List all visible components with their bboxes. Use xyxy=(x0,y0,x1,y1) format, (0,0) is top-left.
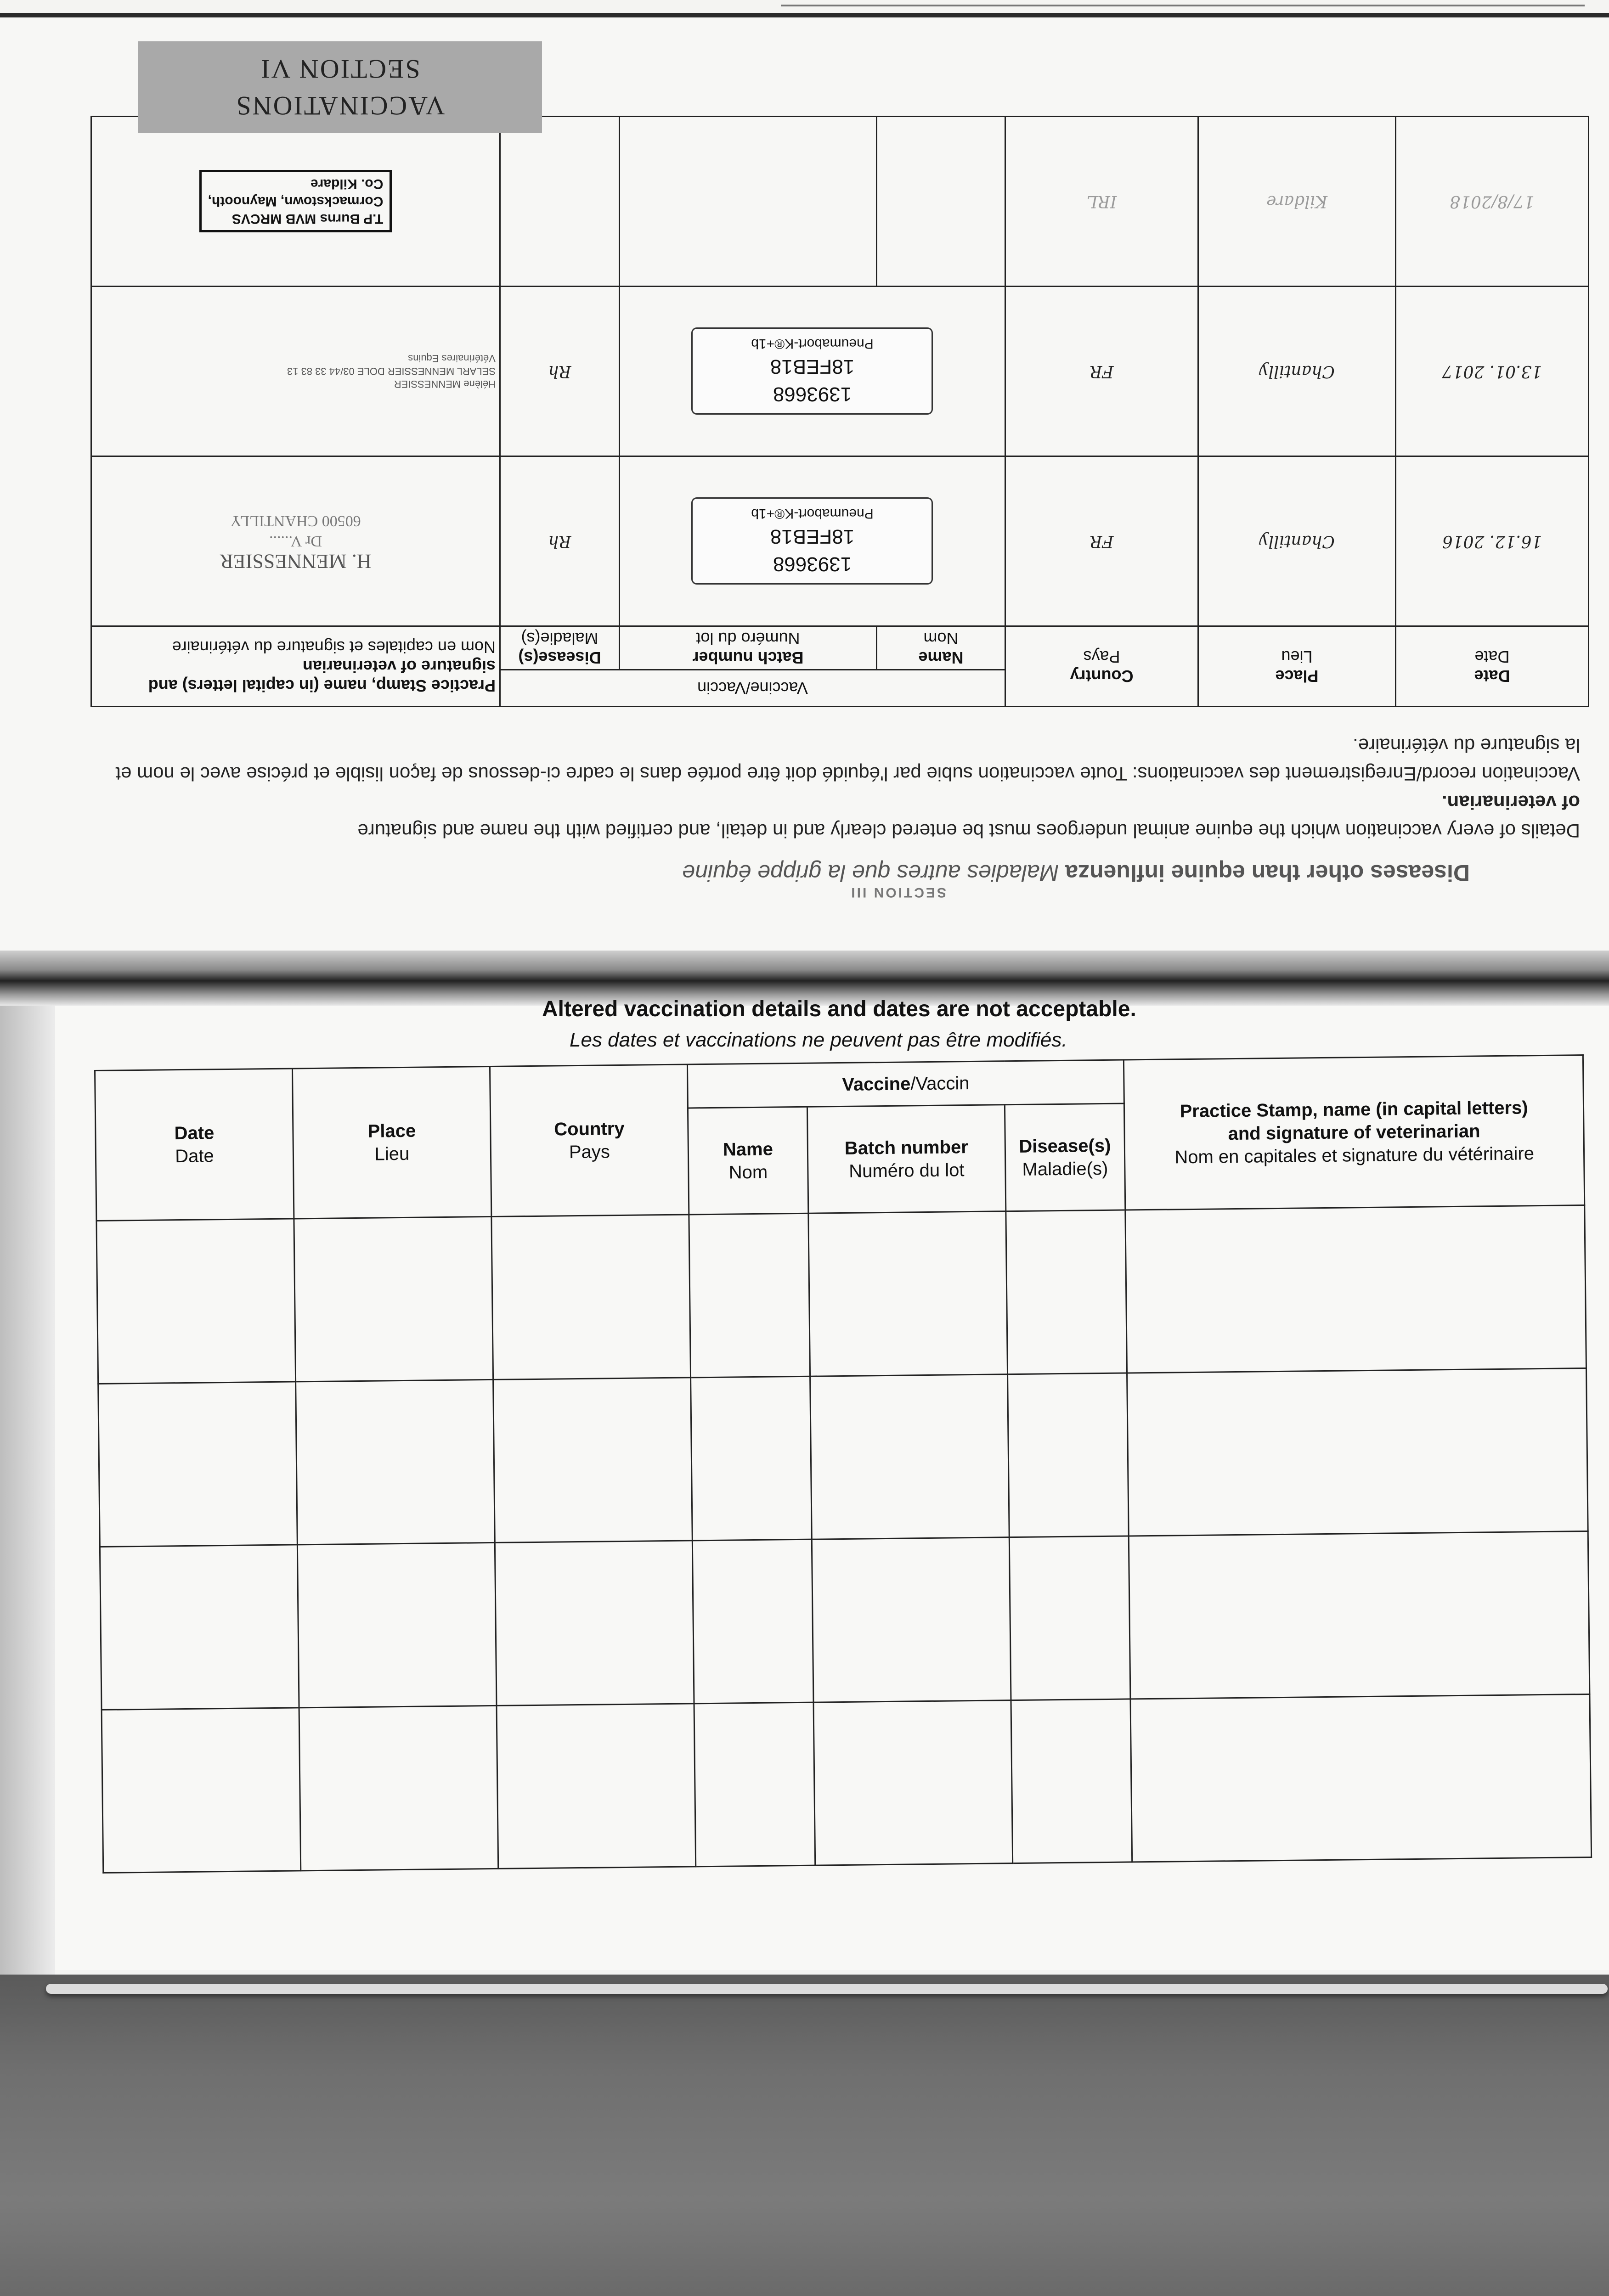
row-place: Chantilly xyxy=(1198,456,1396,626)
row-diseases: Rh xyxy=(500,456,619,626)
row-place xyxy=(297,1542,497,1707)
row-place: Chantilly xyxy=(1198,287,1396,456)
row-place xyxy=(294,1216,493,1381)
col-batch: Batch number Numéro du lot xyxy=(807,1105,1005,1213)
row-diseases xyxy=(1006,1210,1127,1374)
table-row xyxy=(102,1694,1592,1873)
table-row xyxy=(91,456,1588,626)
row-diseases: Rh xyxy=(500,287,619,456)
vet-stamp-cell xyxy=(91,456,500,626)
section-title: VACCINATIONS xyxy=(235,91,445,121)
vet-stamp: H. MENNESSIER Dr V...... 60500 CHANTILLY xyxy=(220,512,372,573)
vet-stamp: Hélène MENNESSIER SELARL MENNESSIER DOLE 03/44 33 83 13 Vétérinaires Equins xyxy=(287,353,496,390)
table-row xyxy=(98,1368,1588,1547)
row-country xyxy=(497,1704,696,1868)
row-name xyxy=(691,1376,812,1541)
row-date xyxy=(98,1382,298,1547)
vet-stamp-cell xyxy=(91,117,500,287)
row-name xyxy=(689,1213,810,1378)
scanner-bed-background xyxy=(0,1975,1609,2296)
heading-en: Diseases other than equine influenza xyxy=(1065,860,1470,886)
row-date: 16.12. 2016 xyxy=(1396,456,1589,626)
row-date: 13.01. 2017 xyxy=(1396,287,1589,456)
row-diseases xyxy=(1011,1699,1132,1863)
col-place: Place Lieu xyxy=(292,1066,491,1218)
heading-fr: Maladies autres que la grippe équine xyxy=(682,860,1059,886)
row-country xyxy=(493,1378,693,1542)
row-stamp xyxy=(1125,1205,1586,1373)
upper-heading xyxy=(0,860,1598,886)
row-batch xyxy=(620,117,877,287)
row-diseases xyxy=(1009,1536,1130,1700)
row-stamp xyxy=(1129,1531,1590,1699)
row-diseases xyxy=(1008,1373,1129,1537)
lower-vaccination-table xyxy=(94,1054,1592,1874)
col-name: Name Nom xyxy=(688,1107,808,1215)
row-batch xyxy=(808,1211,1008,1376)
warning-subtitle: Les dates et vaccinations ne peuvent pas être modifiés. xyxy=(570,1029,1067,1051)
col-name: Name Nom xyxy=(877,626,1005,670)
scan-edge-line xyxy=(781,5,1585,6)
warning-title: Altered vaccination details and dates are not acceptable. xyxy=(542,997,1136,1021)
row-diseases xyxy=(500,117,619,287)
section-header-box xyxy=(138,41,542,133)
instruction-en-1: Details of every vaccination which the equine animal undergoes must be entered clearly and in detail, and certified with the name and signature xyxy=(357,820,1580,842)
col-vaccine-group: Vaccine/Vaccin xyxy=(500,670,1005,707)
row-country: FR xyxy=(1005,456,1198,626)
col-stamp: Practice Stamp, name (in capital letters) and signature of veterinarian Nom en capitales et signature du vétérinaire xyxy=(91,626,500,707)
col-diseases: Disease(s) Maladie(s) xyxy=(1005,1103,1125,1211)
instruction-en-2: of veterinarian. xyxy=(1441,792,1580,813)
row-batch xyxy=(810,1374,1010,1539)
col-diseases: Disease(s) Maladie(s) xyxy=(500,626,619,670)
row-stamp xyxy=(1127,1368,1588,1536)
row-name xyxy=(877,117,1005,287)
col-stamp: Practice Stamp, name (in capital letters) and signature of veterinarian Nom en capitales et signature du vétérinaire xyxy=(1123,1055,1584,1210)
instruction-fr: Vaccination record/Enregistrement des vaccinations: Toute vaccination subie par l'équidé doit être portée dans le cadre ci-dessous de façon lisible et précise avec le nom et la signature du vétérinaire. xyxy=(115,735,1580,785)
row-place: Kildare xyxy=(1198,117,1396,287)
row-stamp xyxy=(1130,1694,1592,1862)
row-date xyxy=(100,1545,299,1710)
row-country xyxy=(495,1541,694,1705)
row-name xyxy=(692,1539,813,1704)
table-row xyxy=(91,287,1588,456)
col-country: Country Pays xyxy=(1005,626,1198,707)
col-place: Place Lieu xyxy=(1198,626,1396,707)
col-country: Country Pays xyxy=(490,1064,689,1216)
row-batch xyxy=(813,1700,1013,1865)
upper-vaccination-table xyxy=(90,116,1589,707)
row-country: IRL xyxy=(1005,117,1198,287)
row-country xyxy=(491,1215,691,1379)
passport-cover-edge xyxy=(46,1984,1608,1994)
table-row xyxy=(96,1205,1586,1384)
row-batch xyxy=(812,1537,1011,1702)
upper-page-rotated xyxy=(73,28,1598,900)
col-date: Date Date xyxy=(1396,626,1589,707)
vaccine-sticker-cell xyxy=(620,456,1005,626)
vaccine-sticker-cell xyxy=(620,287,1005,456)
row-date xyxy=(96,1219,296,1384)
row-date: 17/8/2018 xyxy=(1396,117,1589,287)
row-place xyxy=(299,1705,498,1870)
upper-instructions xyxy=(110,731,1580,845)
table-row xyxy=(100,1531,1590,1710)
scan-edge-line xyxy=(0,13,1609,17)
vet-stamp: T.P Burns MVB MRCVS Cormackstown, Maynooth, Co. Kildare xyxy=(199,170,392,233)
col-vaccine-group: Vaccine/Vaccin xyxy=(687,1060,1124,1108)
col-batch: Batch number Numéro du lot xyxy=(620,626,877,670)
row-name xyxy=(694,1702,815,1867)
section-label: SECTION III xyxy=(849,885,946,900)
section-number: SECTION VI xyxy=(260,54,420,84)
page-edge-shadow xyxy=(0,1006,55,1979)
row-date xyxy=(102,1708,301,1873)
vaccine-batch-sticker: 1393668 18FEB18 Pneumabort-K®+1b xyxy=(692,328,933,415)
row-place xyxy=(296,1379,495,1544)
table-row xyxy=(91,117,1588,287)
vaccine-batch-sticker: 1393668 18FEB18 Pneumabort-K®+1b xyxy=(692,498,933,585)
row-country: FR xyxy=(1005,287,1198,456)
col-date: Date Date xyxy=(95,1069,294,1221)
vet-stamp-cell xyxy=(91,287,500,456)
